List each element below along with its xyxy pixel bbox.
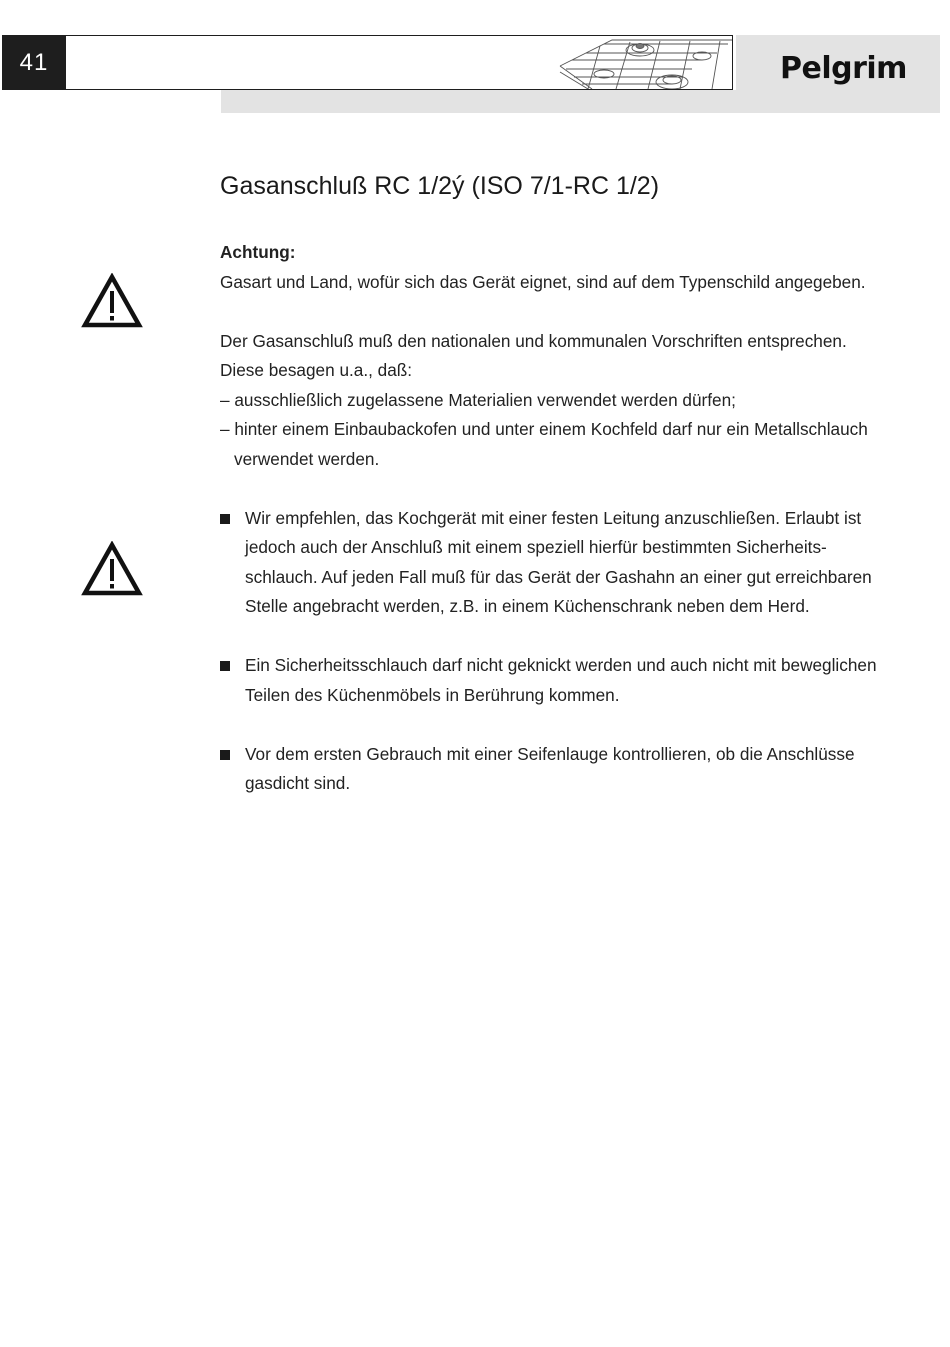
square-bullet-icon (220, 514, 230, 524)
regulation-item: – hinter einem Einbaubackofen und unter einem Kochfeld darf nur ein Metallschlauch verwendet werden. (220, 419, 868, 469)
attention-label: Achtung: (220, 242, 296, 262)
header-bar (66, 35, 733, 90)
warning-triangle-icon (81, 273, 143, 329)
square-bullet-icon (220, 750, 230, 760)
bullet-text: Vor dem ersten Gebrauch mit einer Seifenlauge kontrollieren, ob die Anschlüsse gasdicht sind. (245, 743, 855, 793)
regulations-intro: Der Gasanschluß muß den nationalen und kommunalen Vorschriften entsprechen. Diese besagen u.a., daß: (220, 330, 847, 380)
brand-logo-box (736, 35, 940, 113)
main-content (220, 238, 890, 799)
gas-hob-illustration-icon (552, 36, 732, 89)
warning-triangle-icon (81, 541, 143, 597)
bullet-item (220, 651, 890, 710)
brand-logo: Pelgrim (780, 51, 907, 86)
bullet-item (220, 740, 890, 799)
regulation-item: – ausschließlich zugelassene Materialien verwendet werden dürfen; (220, 389, 736, 410)
bullet-text: Ein Sicherheitsschlauch darf nicht geknickt werden und auch nicht mit beweglichen Teilen des Küchenmöbels in Berührung kommen. (245, 655, 877, 705)
bullet-text: Wir empfehlen, das Kochgerät mit einer festen Leitung anzuschließen. Erlaubt ist jedoch auch der Anschluß mit einem speziell hierfür bestimmten Sicherheits-schlauch. Auf jeden Fall muß für das Gerät der Gashahn an einer gut erreichbaren Stelle angebracht werden, z.B. in einem Küchenschrank neben dem Herd. (245, 507, 872, 616)
square-bullet-icon (220, 661, 230, 671)
page-title: Gasanschluß RC 1/2ý (ISO 7/1-RC 1/2) (220, 172, 660, 200)
page-number: 41 (2, 35, 66, 90)
bullet-item (220, 504, 890, 622)
attention-text: Gasart und Land, wofür sich das Gerät eignet, sind auf dem Typenschild angegeben. (220, 271, 866, 292)
